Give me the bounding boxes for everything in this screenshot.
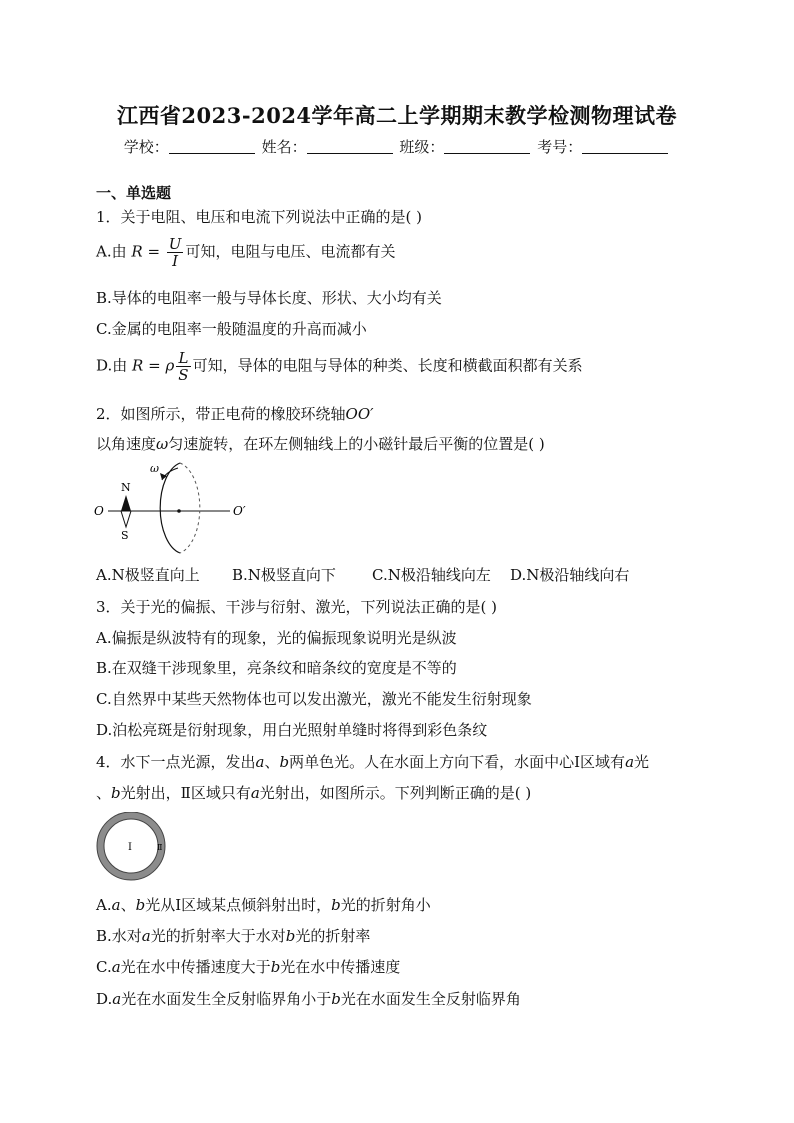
- q4-c-post: 光在水中传播速度: [280, 958, 401, 976]
- q4-c-prefix: C.: [96, 958, 112, 976]
- number-blank[interactable]: [582, 139, 668, 154]
- q2-stem1-text: 2．如图所示，带正电荷的橡胶环绕轴: [96, 405, 346, 423]
- q4-d-prefix: D.: [96, 990, 113, 1008]
- q2-axis-label: OO′: [345, 405, 374, 423]
- q4-stem2-mid: 光射出，Ⅱ区域只有: [120, 784, 251, 802]
- q4-c-var-a: a: [111, 958, 121, 976]
- q1-d-numerator: L: [176, 350, 190, 367]
- q3-option-b: B.在双缝干涉现象里，亮条纹和暗条纹的宽度是不等的: [96, 659, 457, 677]
- needle-n-label: N: [121, 481, 131, 494]
- q4-stem2-post: 光射出，如图所示。下列判断正确的是( ): [259, 784, 532, 802]
- q4-var-b-2: b: [111, 784, 121, 802]
- q4-option-d: [96, 988, 521, 1009]
- q4-stem1-end: 光: [634, 753, 650, 771]
- q4-stem1-pre: 4．水下一点光源，发出: [96, 753, 256, 771]
- q4-stem1-mid: 两单色光。人在水面上方向下看，水面中心Ⅰ区域有: [289, 753, 626, 771]
- q1-d-eq: =: [143, 356, 166, 375]
- ring-back-arc: [180, 463, 200, 553]
- q3-stem: 3．关于光的偏振、干涉与衍射、激光，下列说法正确的是( ): [96, 598, 498, 616]
- q4-b-post: 光的折射率: [295, 927, 371, 945]
- q4-option-a: [96, 894, 431, 915]
- section-heading-single-choice: 一、单选题: [96, 184, 172, 202]
- q4-stem-line2: [96, 782, 531, 803]
- q1-option-c: C.金属的电阻率一般随温度的升高而减小: [96, 320, 367, 338]
- q2-option-c: C.N极沿轴线向左: [372, 566, 491, 584]
- q4-d-mid: 光在水面发生全反射临界角小于: [121, 990, 332, 1008]
- class-label: 班级：: [399, 138, 445, 156]
- region-ii-label: Ⅱ: [157, 843, 163, 852]
- q4-d-var-b: b: [331, 990, 341, 1008]
- q2-stem2-post: 匀速旋转，在环左侧轴线上的小磁针最后平衡的位置是( ): [168, 435, 545, 453]
- q2-option-b: B.N极竖直向下: [232, 566, 336, 584]
- q4-a-mid: 光从Ⅰ区域某点倾斜射出时，: [145, 896, 332, 914]
- q4-d-post: 光在水面发生全反射临界角: [340, 990, 521, 1008]
- q2-stem-line2: [96, 433, 545, 454]
- ring-center-dot: [177, 509, 181, 513]
- name-label: 姓名：: [261, 138, 307, 156]
- q4-a-var-b-2: b: [331, 896, 341, 914]
- page-title: 江西省2023-2024学年高二上学期期末教学检测物理试卷: [116, 103, 678, 128]
- q4-option-c: [96, 956, 400, 977]
- needle-south-half: [121, 511, 131, 527]
- q4-d-var-a: a: [112, 990, 122, 1008]
- q2-option-d: D.N极沿轴线向右: [510, 566, 630, 584]
- name-blank[interactable]: [307, 139, 393, 154]
- q1-d-denominator: S: [178, 366, 189, 384]
- number-label: 考号：: [537, 138, 583, 156]
- q4-var-a-2: a: [625, 753, 635, 771]
- q2-stem-line1: [96, 403, 374, 424]
- q1-a-prefix: A.由: [96, 242, 127, 261]
- q1-option-d: [96, 350, 583, 383]
- q1-d-fraction: [176, 350, 190, 383]
- school-blank[interactable]: [169, 139, 255, 154]
- q1-d-text: 可知，导体的电阻与导体的种类、长度和横截面积都有关系: [192, 356, 583, 375]
- q1-a-numerator: U: [168, 235, 182, 253]
- q4-a-var-a: a: [111, 896, 121, 914]
- q4-b-var-a: a: [141, 927, 151, 945]
- q4-c-var-b: b: [270, 958, 281, 976]
- q4-c-mid: 光在水中传播速度大于: [120, 958, 271, 976]
- q1-d-prefix: D.由: [96, 356, 128, 375]
- q4-a-sep: 、: [120, 896, 136, 914]
- school-label: 学校：: [123, 138, 169, 156]
- q4-a-post: 光的折射角小: [340, 896, 431, 914]
- q1-a-text: 可知，电阻与电压、电流都有关: [185, 242, 396, 261]
- q2-ring-figure: [90, 458, 260, 558]
- q2-omega: ω: [156, 435, 169, 453]
- q4-water-region-figure: [95, 812, 175, 882]
- q4-a-var-b: b: [135, 896, 146, 914]
- q4-b-mid: 光的折射率大于水对: [150, 927, 286, 945]
- q1-a-denominator: I: [172, 252, 179, 270]
- rotation-arrow-arc: [162, 468, 178, 480]
- q4-option-b: [96, 925, 370, 946]
- class-blank[interactable]: [444, 139, 530, 154]
- axis-o-prime-label: O′: [233, 504, 246, 518]
- q3-option-a: A.偏振是纵波特有的现象，光的偏振现象说明光是纵波: [96, 629, 457, 647]
- axis-o-label: O: [94, 504, 104, 518]
- q4-var-b: b: [279, 753, 290, 771]
- q1-a-fraction: [167, 236, 184, 269]
- q4-stem2-pre: 、: [96, 784, 112, 802]
- q2-option-a: A.N极竖直向上: [96, 566, 200, 584]
- region-i-label: Ⅰ: [128, 842, 132, 853]
- q1-option-a: [96, 236, 395, 269]
- q1-stem: 1．关于电阻、电压和电流下列说法中正确的是( ): [96, 208, 423, 226]
- q1-a-r: R: [131, 242, 143, 261]
- needle-s-label: S: [121, 529, 129, 542]
- q4-b-var-b: b: [285, 927, 296, 945]
- q1-option-b: B.导体的电阻率一般与导体长度、形状、大小均有关: [96, 289, 442, 307]
- q4-sep: 、: [264, 753, 280, 771]
- q4-a-prefix: A.: [96, 896, 112, 914]
- q1-d-rho: ρ: [165, 356, 175, 375]
- needle-north-half: [121, 495, 131, 511]
- q1-a-eq: =: [142, 242, 165, 261]
- q3-option-d: D.泊松亮斑是衍射现象，用白光照射单缝时将得到彩色条纹: [96, 721, 488, 739]
- omega-label: ω: [150, 462, 159, 475]
- q3-option-c: C.自然界中某些天然物体也可以发出激光，激光不能发生衍射现象: [96, 690, 532, 708]
- q2-stem2-pre: 以角速度: [96, 435, 157, 453]
- q4-var-a-3: a: [250, 784, 260, 802]
- student-info-line: [0, 136, 794, 157]
- q1-d-r: R: [132, 356, 144, 375]
- q4-b-prefix: B.水对: [96, 927, 142, 945]
- q4-var-a: a: [255, 753, 265, 771]
- q4-stem-line1: [96, 751, 649, 772]
